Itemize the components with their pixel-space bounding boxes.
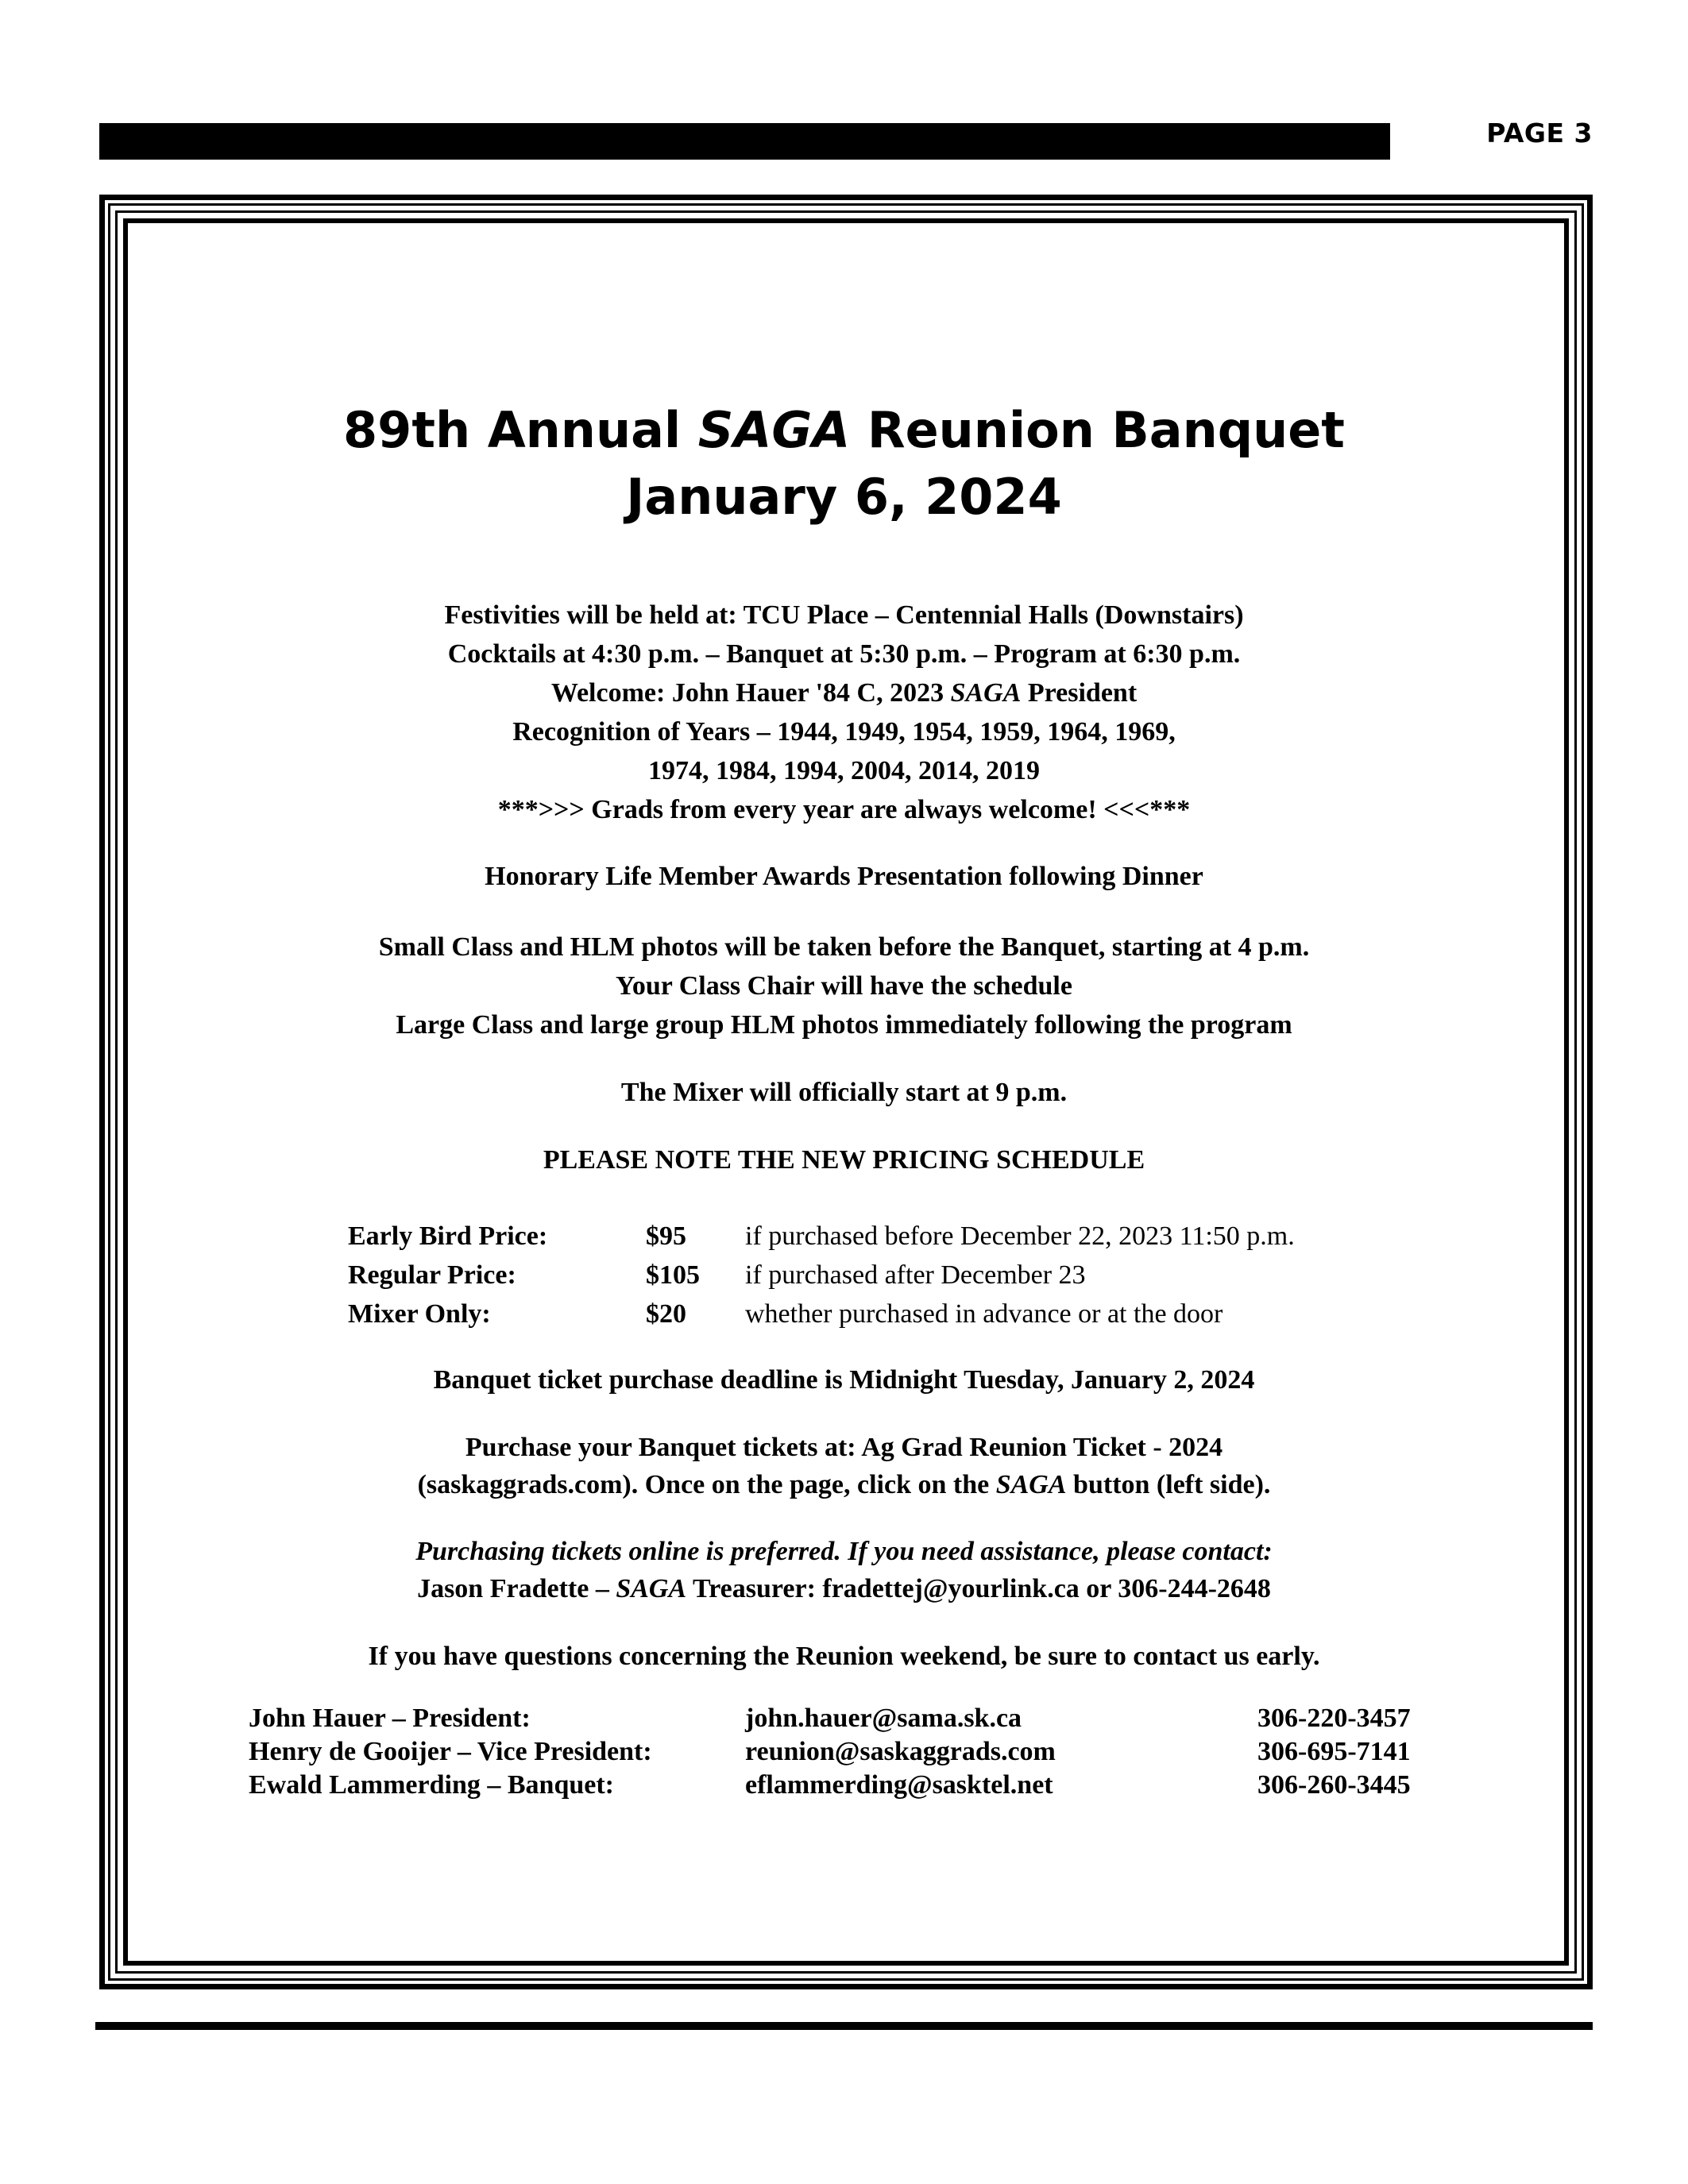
welcome-line: Welcome: John Hauer '84 C, 2023 SAGA President bbox=[550, 678, 1138, 708]
price-amount: $105 bbox=[646, 1260, 700, 1290]
schedule-line: Cocktails at 4:30 p.m. – Banquet at 5:30 p.m. – Program at 6:30 p.m. bbox=[447, 639, 1241, 669]
recognition-line-2: 1974, 1984, 1994, 2004, 2014, 2019 bbox=[648, 756, 1040, 785]
treasurer-line: Jason Fradette – SAGA Treasurer: fradettej@yourlink.ca or 306-244-2648 bbox=[417, 1574, 1271, 1603]
contact-email: reunion@saskaggrads.com bbox=[745, 1737, 1056, 1766]
questions-line: If you have questions concerning the Reunion weekend, be sure to contact us early. bbox=[368, 1642, 1320, 1671]
contact-name: Ewald Lammerding – Banquet: bbox=[249, 1770, 614, 1800]
photos-line-2: Your Class Chair will have the schedule bbox=[616, 971, 1072, 1001]
footer-rule bbox=[95, 2022, 1593, 2030]
price-note: whether purchased in advance or at the door bbox=[745, 1299, 1223, 1329]
saga-italic: SAGA bbox=[697, 401, 851, 459]
banquet-date: January 6, 2024 bbox=[626, 468, 1062, 526]
contact-name: John Hauer – President: bbox=[249, 1704, 531, 1733]
purchase-line-2: (saskaggrads.com). Once on the page, click on the SAGA button (left side). bbox=[417, 1470, 1271, 1499]
online-preferred-line: Purchasing tickets online is preferred. If you need assistance, please contact: bbox=[415, 1537, 1273, 1566]
banquet-title: 89th Annual SAGA Reunion Banquet bbox=[343, 401, 1345, 459]
price-label: Regular Price: bbox=[348, 1260, 516, 1290]
contact-phone: 306-260-3445 bbox=[1257, 1770, 1411, 1800]
price-note: if purchased before December 22, 2023 11:50 p.m. bbox=[745, 1221, 1295, 1251]
deadline-line: Banquet ticket purchase deadline is Midnight Tuesday, January 2, 2024 bbox=[433, 1365, 1255, 1395]
photos-line-3: Large Class and large group HLM photos immediately following the program bbox=[396, 1010, 1292, 1040]
contact-phone: 306-220-3457 bbox=[1257, 1704, 1411, 1733]
page-number: PAGE 3 bbox=[1486, 118, 1593, 149]
contact-phone: 306-695-7141 bbox=[1257, 1737, 1411, 1766]
header-bar bbox=[99, 123, 1390, 160]
contact-email: eflammerding@sasktel.net bbox=[745, 1770, 1053, 1800]
venue-line: Festivities will be held at: TCU Place – Centennial Halls (Downstairs) bbox=[444, 600, 1244, 630]
grads-welcome-line: ***>>> Grads from every year are always welcome! <<<*** bbox=[497, 795, 1191, 824]
price-label: Mixer Only: bbox=[348, 1299, 491, 1329]
price-amount: $95 bbox=[646, 1221, 686, 1251]
contact-email: john.hauer@sama.sk.ca bbox=[745, 1704, 1022, 1733]
photos-line-1: Small Class and HLM photos will be taken before the Banquet, starting at 4 p.m. bbox=[378, 932, 1310, 962]
hlm-awards-line: Honorary Life Member Awards Presentation following Dinner bbox=[485, 862, 1203, 891]
price-label: Early Bird Price: bbox=[348, 1221, 548, 1251]
recognition-line-1: Recognition of Years – 1944, 1949, 1954, 1959, 1964, 1969, bbox=[512, 717, 1176, 747]
contact-name: Henry de Gooijer – Vice President: bbox=[249, 1737, 652, 1766]
mixer-line: The Mixer will officially start at 9 p.m. bbox=[620, 1078, 1068, 1107]
pricing-note: PLEASE NOTE THE NEW PRICING SCHEDULE bbox=[543, 1145, 1145, 1175]
purchase-line-1: Purchase your Banquet tickets at: Ag Grad Reunion Ticket - 2024 bbox=[465, 1433, 1223, 1462]
price-note: if purchased after December 23 bbox=[745, 1260, 1086, 1290]
price-amount: $20 bbox=[646, 1299, 686, 1329]
